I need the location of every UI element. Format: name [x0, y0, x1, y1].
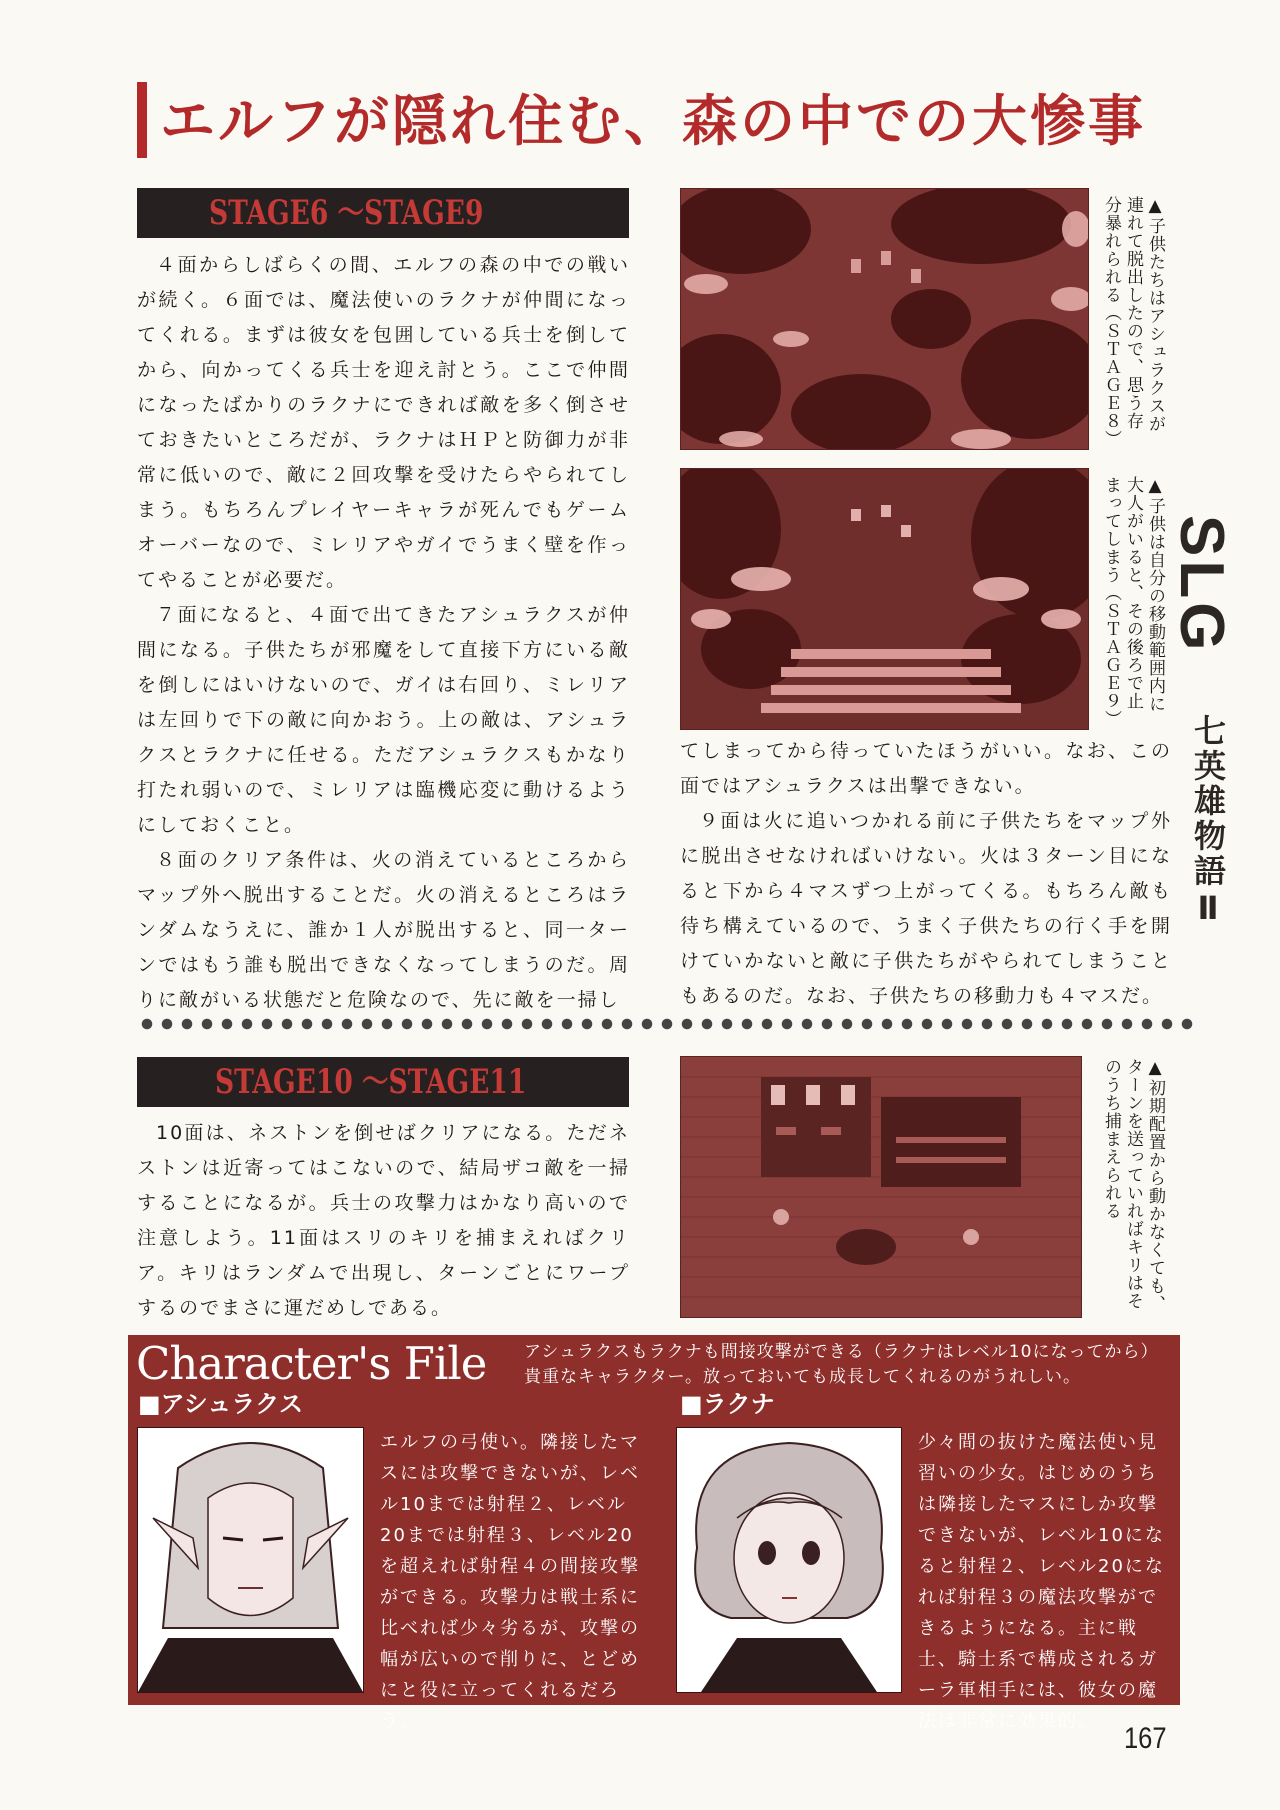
paragraph: ７面になると、４面で出てきたアシュラクスが仲間になる。子供たちが邪魔をして直接下方にいる敵を倒しにはいけないので、ガイは右回り、ミレリアは左回りで下の敵に向かおう。上の敵は、アシュラクスとラクナに任せる。ただアシュラクスもかなり打たれ弱いので、ミレリアは臨機応変に動けるようにしておくこと。: [137, 604, 630, 836]
section2-text: [137, 1116, 630, 1326]
stage8-screenshot: [680, 188, 1089, 450]
genre-label: SLG: [1167, 515, 1236, 655]
stage9-caption: ▲子供は自分の移動範囲内に大人がいると、その後ろで止まってしまう（ＳＴＡＧＥ９）: [1101, 476, 1165, 728]
stage-6-9-label: STAGE6 ～STAGE9: [209, 193, 484, 233]
character-name-ashurax: ■アシュラクス: [138, 1390, 303, 1418]
character-desc-ashurax: エルフの弓使い。隣接したマスには攻撃できないが、レベル10までは射程２、レベル20までは射程３、レベル20を超えれば射程４の間接攻撃ができる。攻撃力は戦士系に比べれば少々劣るが、攻撃の幅が広いので削りに、とどめにと役に立ってくれるだろう。: [380, 1432, 640, 1732]
character-desc-rakuna: 少々間の抜けた魔法使い見習いの少女。はじめのうちは隣接したマスにしか攻撃できないが、レベル10になると射程２、レベル20になれば射程３の魔法攻撃ができるようになる。主に戦士、騎士系で構成されるガーラ軍相手には、彼女の魔法は非常に効果的。: [918, 1432, 1165, 1732]
section1-left-text: [137, 248, 630, 1018]
dotted-divider: [137, 1017, 1197, 1031]
ashurax-portrait: [137, 1427, 364, 1693]
paragraph: ９面は火に追いつかれる前に子供たちをマップ外に脱出させなければいけない。火は３ターン目になると下から４マスずつ上がってくる。もちろん敵も待ち構えているので、うまく子供たちの行く手を開けていかないと敵に子供たちがやられてしまうこともあるのだ。なお、子供たちの移動力も４マスだ。: [680, 810, 1172, 1007]
rakuna-portrait: [676, 1427, 902, 1693]
section1-right-text: [680, 734, 1172, 1014]
page-number: 167: [1124, 1722, 1167, 1755]
paragraph: ４面からしばらくの間、エルフの森の中での戦いが続く。６面では、魔法使いのラクナが仲間になってくれる。まずは彼女を包囲している兵士を倒してから、向かってくる兵士を迎え討とう。ここで仲間になったばかりのラクナにできれば敵を多く倒させておきたいところだが、ラクナはＨＰと防御力が非常に低いので、敵に２回攻撃を受けたらやられてしまう。もちろんプレイヤーキャラが死んでもゲームオーバーなので、ミレリアやガイでうまく壁を作ってやることが必要だ。: [137, 254, 630, 591]
character-name-rakuna: ■ラクナ: [680, 1390, 775, 1418]
stage10-caption: ▲初期配置から動かなくても、ターンを送っていればキリはそのうち捕まえられる: [1101, 1058, 1165, 1313]
headline-accent-bar: [137, 82, 147, 158]
stage8-caption: ▲子供たちはアシュラクスが連れて脱出したので、思う存分暴れられる（ＳＴＡＧＥ８）: [1101, 196, 1165, 448]
game-title-label: 七英雄物語Ⅱ: [1189, 714, 1227, 930]
stage10-screenshot: [680, 1056, 1082, 1318]
stage9-screenshot: [680, 468, 1089, 730]
stage-6-9-header: [137, 188, 629, 238]
character-file-intro: アシュラクスもラクナも間接攻撃ができる（ラクナはレベル10になってから）貴重なキャラクター。放っておいても成長してくれるのがうれしい。: [524, 1342, 1159, 1387]
paragraph: てしまってから待っていたほうがいい。なお、この面ではアシュラクスは出撃できない。: [680, 740, 1172, 797]
page-headline: エルフが隠れ住む、森の中での大惨事: [160, 89, 1147, 153]
character-file-title: Character's File: [136, 1337, 487, 1390]
paragraph: ８面のクリア条件は、火の消えているところからマップ外へ脱出することだ。火の消えるところはランダムなうえに、誰か１人が脱出すると、同一ターンではもう誰も脱出できなくなってしまうのだ。周りに敵がいる状態だと危険なので、先に敵を一掃し: [137, 849, 630, 1011]
stage-10-11-label: STAGE10 ～STAGE11: [215, 1062, 527, 1102]
paragraph: 10面は、ネストンを倒せばクリアになる。ただネストンは近寄ってはこないので、結局ザコ敵を一掃することになるが。兵士の攻撃力はかなり高いので注意しよう。11面はスリのキリを捕まえればクリア。キリはランダムで出現し、ターンごとにワープするのでまさに運だめしである。: [137, 1122, 630, 1319]
stage-10-11-header: [137, 1057, 629, 1107]
